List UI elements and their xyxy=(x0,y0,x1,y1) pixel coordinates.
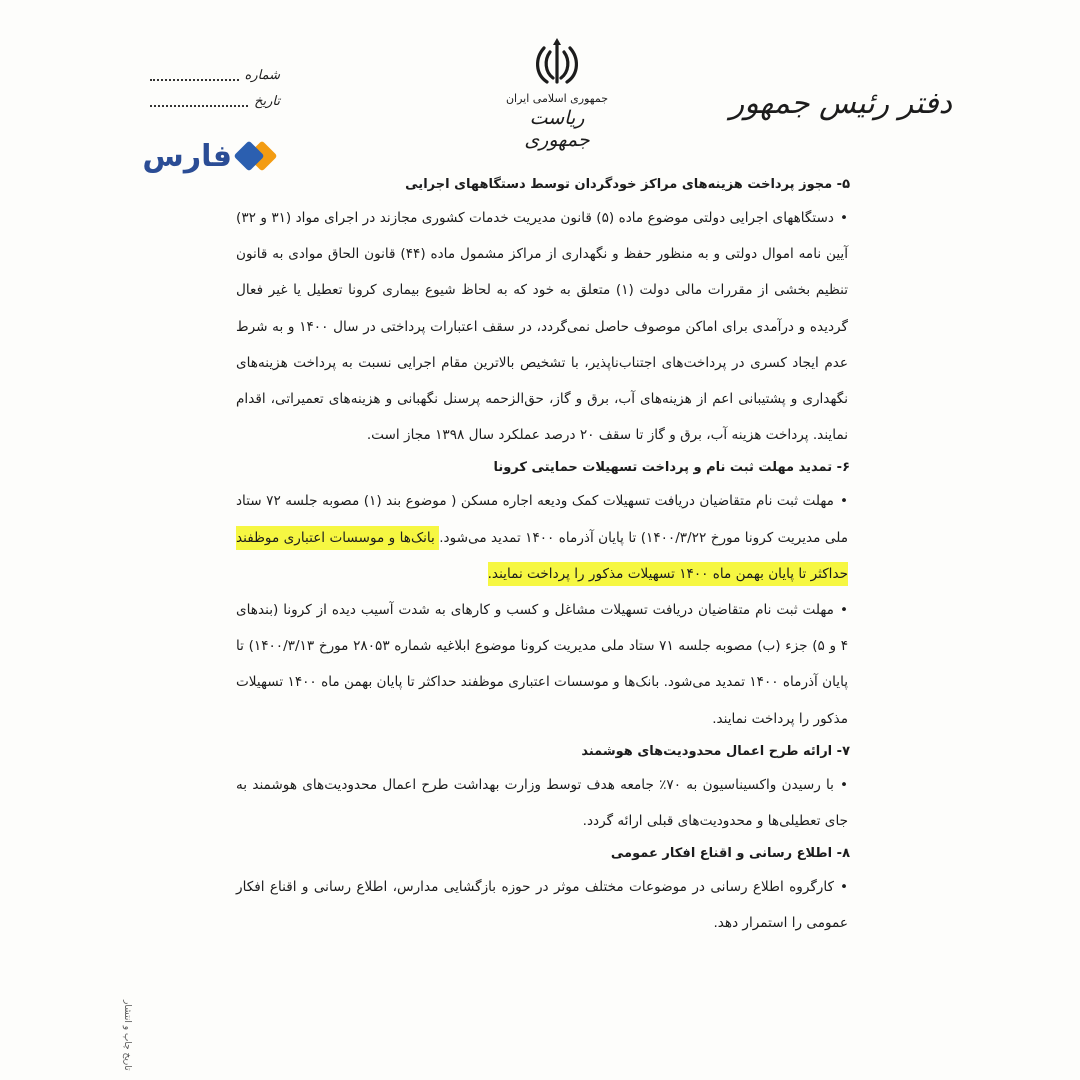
margin-note: تاریخ چاپ و انتشار xyxy=(122,1000,132,1071)
section-paragraph xyxy=(236,200,848,453)
bullet-icon: • xyxy=(839,493,848,510)
paragraph-text: کارگروه اطلاع رسانی در موضوعات مختلف موثر در حوزه بازگشایی مدارس، اطلاع رسانی و اقناع افکار عمومی را استمرار دهد. xyxy=(236,879,848,932)
date-label: تاریخ xyxy=(254,93,280,109)
section-title: ۵- مجوز پرداخت هزینه‌های مراکز خودگردان توسط دستگاههای اجرایی xyxy=(405,177,850,192)
paragraph-text: مهلت ثبت نام متقاضیان دریافت تسهیلات مشاغل و کسب و کارهای به شدت آسیب دیده از کرونا (بندهای ۴ و ۵) جزء (ب) مصوبه جلسه ۷۱ ستاد ملی مدیریت کرونا موضوع ابلاغیه شماره ۲۸۰۵۳ مورخ ۱۴۰۰/۳/۱۳) تا پایان آذرماه ۱۴۰۰ تمدید می‌شود. بانک‌ها و موسسات اعتباری موظفند حداکثر تا پایان بهمن ماه ۱۴۰۰ تسهیلات مذکور را پرداخت نمایند. xyxy=(236,602,849,727)
number-dotted-line xyxy=(150,69,239,81)
highlighted-text: بانک‌ها و موسسات اعتباری موظفند حداکثر تا پایان بهمن ماه ۱۴۰۰ تسهیلات مذکور را پرداخت نمایند. xyxy=(236,526,848,586)
bullet-icon: • xyxy=(839,602,848,619)
office-title: دفتر رئیس جمهور xyxy=(729,86,952,121)
document-body xyxy=(236,170,848,942)
letterhead-emblem xyxy=(498,36,616,151)
number-label: شماره xyxy=(244,67,280,83)
fars-logo-text: فارس xyxy=(142,138,232,174)
section-paragraph xyxy=(236,869,848,941)
number-row xyxy=(150,62,280,88)
date-row xyxy=(150,88,280,114)
paragraph-text: با رسیدن واکسیناسیون به ۷۰٪ جامعه هدف توسط وزارت بهداشت طرح اعمال محدودیت‌های هوشمند به جای تعطیلی‌ها و محدودیت‌های قبلی ارائه گردد. xyxy=(236,776,848,830)
section-title: ۷- ارائه طرح اعمال محدودیت‌های هوشمند xyxy=(581,743,850,759)
section-paragraph xyxy=(236,483,848,592)
date-dotted-line xyxy=(150,95,248,107)
section-paragraph xyxy=(236,592,848,737)
emblem-caption: جمهوری اسلامی ایران xyxy=(505,92,609,105)
bullet-icon: • xyxy=(839,776,848,793)
iran-emblem-icon xyxy=(530,36,584,90)
section-title: ۸- اطلاع رسانی و اقناع افکار عمومی xyxy=(610,846,850,862)
paragraph-text: دستگاههای اجرایی دولتی موضوع ماده (۵) قانون مدیریت خدمات کشوری مجازند در اجرای مواد (۳۱ و ۳۲) آیین نامه اموال دولتی و به منظور حفظ و نگهداری از مراکز مشمول ماده (۴۴) قانون الحاق موادی به قانون تنظیم بخشی از مقررات مالی دولت (۱) متعلق به خود که به لحاظ شیوع بیماری کرونا تعطیل یا غیر فعال گردیده و درآمدی برای اماکن موصوف حاصل نمی‌گردد، در سقف اعتبارات پرداختی در سال ۱۴۰۰ و به شرط عدم ایجاد کسری در پرداخت‌های اجتناب‌ناپذیر، با تشخیص بالاترین مقام اجرایی نسبت به پرداخت هزینه‌های نگهداری و پشتیبانی اعم از هزینه‌های آب، برق و گاز، حق‌الزحمه پرسنل نگهبانی و هزینه‌های تعمیراتی، اقدام نمایند. پرداخت هزینه آب، برق و گاز تا سقف ۲۰ درصد عملکرد سال ۱۳۹۸ مجاز است. xyxy=(236,210,849,444)
bullet-icon: • xyxy=(839,210,848,226)
section-paragraph xyxy=(236,767,848,839)
paragraph-text: مهلت ثبت نام متقاضیان دریافت تسهیلات کمک ودیعه اجاره مسکن ( موضوع بند (۱) مصوبه جلسه ۷۲ ستاد ملی مدیریت کرونا مورخ ۱۴۰۰/۳/۲۲) تا پایان آذرماه ۱۴۰۰ تمدید می‌شود. xyxy=(236,493,848,546)
section-title: ۶- تمدید مهلت ثبت نام و پرداخت تسهیلات حمایتی کرونا xyxy=(493,460,850,476)
bullet-icon: • xyxy=(839,879,848,896)
letter-meta xyxy=(150,62,280,114)
presidency-label: ریاست جمهوری xyxy=(524,107,590,151)
